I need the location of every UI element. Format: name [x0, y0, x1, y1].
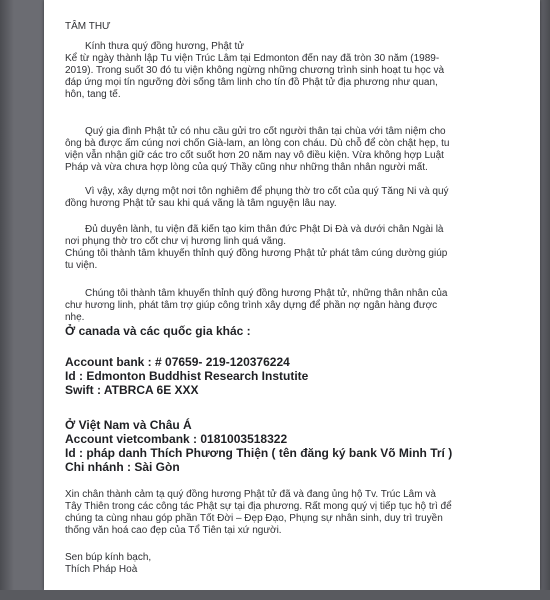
signature-name: Thích Pháp Hoà	[65, 564, 138, 575]
text-line: đáp ứng mọi tín ngưỡng đời sống tâm linh cho tín đồ Phật tử địa phương như quan,	[65, 77, 438, 88]
text-line: 2019). Trong suốt 30 đó tu viện không ngừng những chương trình sinh hoạt tu học và	[65, 65, 445, 76]
canada-heading: Ở canada và các quốc gia khác :	[65, 324, 251, 338]
text-line: đồng hương Phật tử sau khi quá vãng là tâm nguyện lâu nay.	[65, 198, 337, 209]
text-line: nơi phụng thờ tro cốt chư vị hương linh quá vãng.	[65, 236, 286, 247]
text-line: Quý gia đình Phật tử có nhu cầu gửi tro cốt người thân tại chùa với tâm niệm cho	[85, 126, 446, 137]
document-page	[44, 0, 540, 590]
signoff: Sen búp kính bạch,	[65, 552, 152, 563]
text-line: tu viện.	[65, 260, 98, 271]
paragraph-purpose	[65, 186, 525, 210]
paragraph-ashes	[65, 126, 525, 174]
greeting: Kính thưa quý đồng hương, Phật tử	[85, 41, 244, 52]
text-line: Xin chân thành cảm tạ quý đồng hương Phật tử đã và đang ủng hộ Tv. Trúc Lâm và	[65, 489, 436, 500]
swift-code: Swift : ATBRCA 6E XXX	[65, 383, 199, 397]
account-id: Id : pháp danh Thích Phương Thiện ( tên đăng ký bank Võ Minh Trí )	[65, 446, 453, 460]
text-line: hôn, tang tế.	[65, 89, 121, 100]
text-line: thống văn hoá cao đẹp của Tổ Tiên tại xứ người.	[65, 525, 282, 536]
account-number: Account vietcombank : 0181003518322	[65, 432, 288, 446]
text-line: nhẹ.	[65, 312, 85, 323]
branch: Chi nhánh : Sài Gòn	[65, 460, 180, 474]
account-number: Account bank : # 07659- 219-120376224	[65, 355, 290, 369]
paragraph-intro	[65, 41, 525, 101]
text-line: viện vẫn nhận giữ các tro cốt suốt hơn 20 năm nay vô điều kiện. Vừa không hợp Luật	[65, 150, 444, 161]
letter-title: TÂM THƯ	[65, 21, 111, 32]
text-line: Đủ duyên lành, tu viện đã kiến tạo kim thân đức Phật Di Đà và dưới chân Ngài là	[85, 224, 444, 235]
account-id: Id : Edmonton Buddhist Research Instutite	[65, 369, 309, 383]
text-line: chúng ta cùng nhau góp phần Tốt Đời – Đẹp Đạo, Phụng sự nhân sinh, duy trì truyền	[65, 513, 443, 524]
paragraph-appeal	[65, 288, 525, 324]
text-line: Chúng tôi thành tâm khuyến thỉnh quý đồng hương Phật tử phát tâm cúng dường giúp	[65, 248, 448, 259]
text-line: Kể từ ngày thành lập Tu viện Trúc Lâm tại Edmonton đến nay đã tròn 30 năm (1989-	[65, 53, 440, 64]
vietnam-heading: Ở Việt Nam và Châu Á	[65, 418, 192, 432]
text-line: Tây Thiên trong các công tác Phật sự tại địa phương. Rất mong quý vị tiếp tục hộ trì để	[65, 501, 452, 512]
viewer-bottom-edge	[0, 590, 550, 600]
text-line: Pháp và vừa chưa hợp lòng của quý Thầy cũng như những thân nhân người mất.	[65, 162, 428, 173]
vietnam-bank-info	[65, 418, 525, 474]
signature-block	[65, 552, 525, 576]
text-line: Vì vậy, xây dựng một nơi tôn nghiêm để phụng thờ tro cốt của quý Tăng Ni và quý	[85, 186, 449, 197]
text-line: chư hương linh, phát tâm trợ giúp công trình xây dựng để phần nợ ngân hàng được	[65, 300, 438, 311]
text-line: Chúng tôi thành tâm khuyến thỉnh quý đồng hương Phật tử, những thân nhân của	[85, 288, 448, 299]
canada-bank-info	[65, 355, 525, 397]
paragraph-statue	[65, 224, 525, 272]
text-line: ông bà được ấm cúng nơi chốn Già-lam, an lòng con cháu. Dù chỗ để còn chật hẹp, tu	[65, 138, 450, 149]
paragraph-closing	[65, 489, 525, 537]
